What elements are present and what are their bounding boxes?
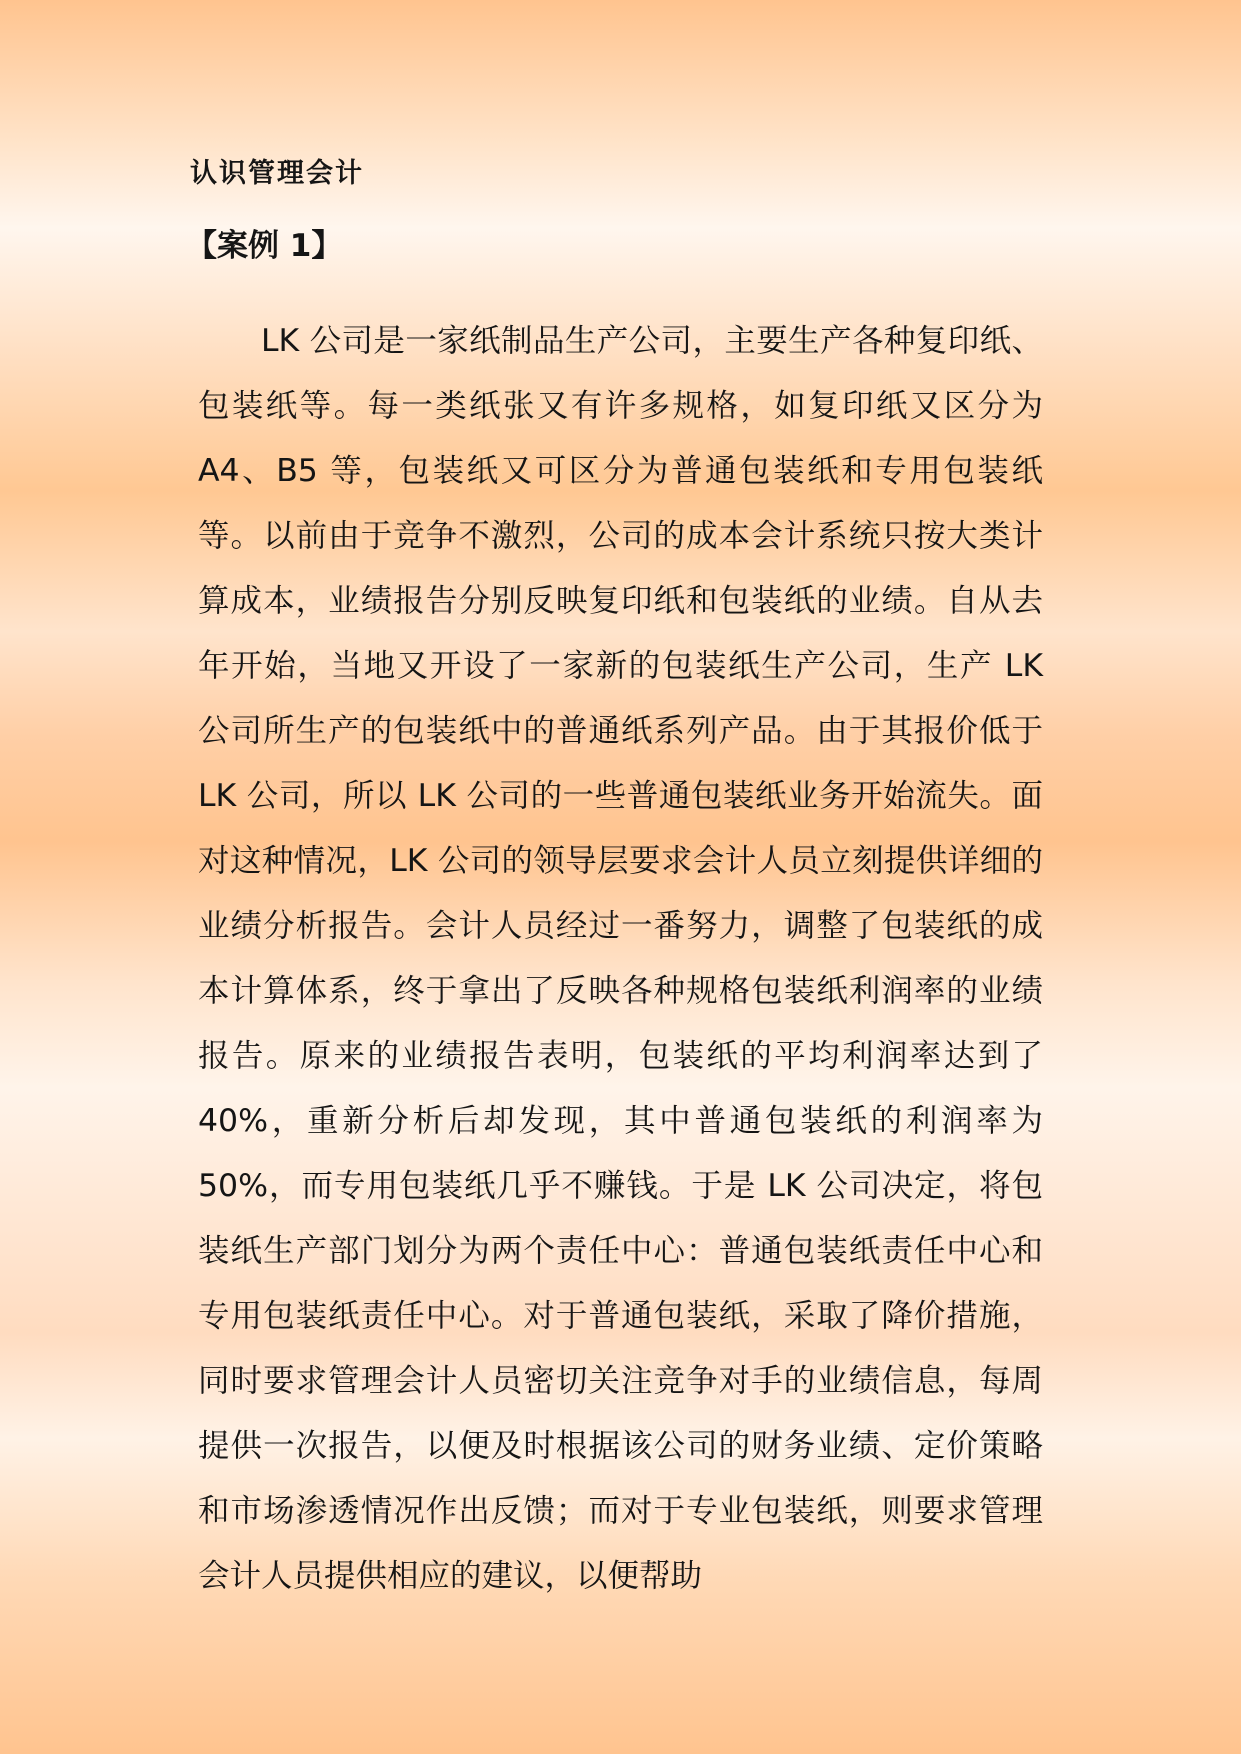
document-title: 认识管理会计: [190, 158, 364, 189]
case-body-paragraph: LK 公司是一家纸制品生产公司，主要生产各种复印纸、包装纸等。每一类纸张又有许多规格，如复印纸又区分为 A4、B5 等，包装纸又可区分为普通包装纸和专用包装纸等。以前由于竞争不激烈，公司的成本会计系统只按大类计算成本，业绩报告分别反映复印纸和包装纸的业绩。自从去年开始，当地又开设了一家新的包装纸生产公司，生产 LK 公司所生产的包装纸中的普通纸系列产品。由于其报价低于 LK 公司，所以 LK 公司的一些普通包装纸业务开始流失。面对这种情况，LK 公司的领导层要求会计人员立刻提供详细的业绩分析报告。会计人员经过一番努力，调整了包装纸的成本计算体系，终于拿出了反映各种规格包装纸利润率的业绩报告。原来的业绩报告表明，包装纸的平均利润率达到了 40%，重新分析后却发现，其中普通包装纸的利润率为 50%，而专用包装纸几乎不赚钱。于是 LK 公司决定，将包装纸生产部门划分为两个责任中心：普通包装纸责任中心和专用包装纸责任中心。对于普通包装纸，采取了降价措施，同时要求管理会计人员密切关注竞争对手的业绩信息，每周提供一次报告，以便及时根据该公司的财务业绩、定价策略和市场渗透情况作出反馈；而对于专业包装纸，则要求管理会计人员提供相应的建议，以便帮助: [198, 323, 1043, 1594]
case-heading: 【案例 1】: [186, 228, 343, 264]
